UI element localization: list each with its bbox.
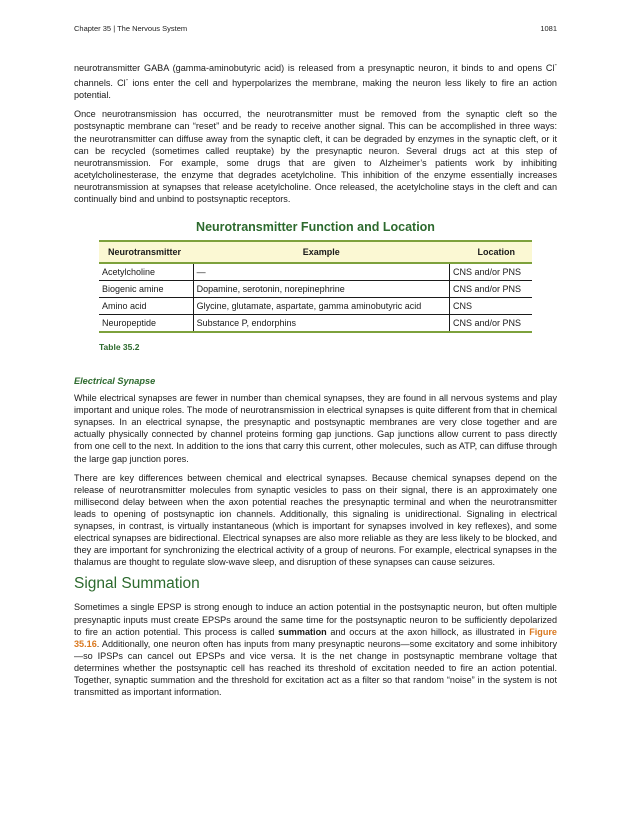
paragraph-electrical-synapse: While electrical synapses are fewer in number than chemical synapses, they are found in all nervous systems and play important and unique roles. The mode of neurotransmission in electrical synapses is quite different from that in chemical synapses. In an electrical synapse, the presynaptic and postsynaptic membranes are very close together and are actually physically connected by channel proteins forming gap junctions. Gap junctions allow current to pass directly from one cell to the next. In addition to the ions that carry this current, other molecules, such as ATP, can diffuse through the large gap junction pores. xyxy=(74,393,557,464)
table-header-row xyxy=(99,241,532,263)
table-row xyxy=(99,263,532,281)
table-cell: CNS and/or PNS xyxy=(449,281,532,298)
superscript: - xyxy=(125,75,129,85)
paragraph-synapse-differences: There are key differences between chemical and electrical synapses. Because chemical synapses depend on the release of neurotransmitter molecules from synaptic vesicles to pass on their signal, there is an approximately one millisecond delay between when the axon potential reaches the presynaptic terminal and when the neurotransmitter leads to opening of postsynaptic ion channels. Additionally, this signaling is unidirectional. Signaling in electrical synapses, in contrast, is virtually instantaneous (which is important for synapses involved in key reflexes), and some electrical synapses are bidirectional. Electrical synapses are also more reliable as they are less likely to be blocked, and they are important for synchronizing the electrical activity of a group of neurons. For example, electrical synapses in the thalamus are thought to regulate slow-wave sleep, and disruption of these synapses can cause seizures. xyxy=(74,472,557,568)
table-cell: CNS and/or PNS xyxy=(449,263,532,281)
column-header: Location xyxy=(449,241,532,263)
table-cell: Amino acid xyxy=(99,298,193,315)
table-cell: CNS and/or PNS xyxy=(449,315,532,333)
paragraph-signal-summation xyxy=(74,601,557,698)
superscript: - xyxy=(554,60,557,69)
column-header: Neurotransmitter xyxy=(99,241,193,263)
text-run: neurotransmitter GABA (gamma-aminobutyric acid) is released from a presynaptic neuron, it binds to and opens Cl xyxy=(74,63,555,74)
chapter-title: Chapter 35 | The Nervous System xyxy=(74,24,188,33)
table-row xyxy=(99,298,532,315)
paragraph-neurotransmitter-removal: Once neurotransmission has occurred, the neurotransmitter must be removed from the synaptic cleft so the postsynaptic membrane can “reset” and be ready to receive another signal. This can be accomplished in three ways: the neurotransmitter can diffuse away from the synaptic cleft, it can be degraded by enzymes in the synaptic cleft, or it can be recycled (sometimes called reuptake) by the presynaptic neuron. Several drugs act at this step of neurotransmission. For example, some drugs that are given to Alzheimer’s patients work by inhibiting acetylcholinesterase, the enzyme that degrades acetylcholine. This inhibition of the enzyme essentially increases neurotransmission at synapses that release acetylcholine. Once released, the acetylcholine stays in the cleft and can continually bind and unbind to postsynaptic receptors. xyxy=(74,109,557,204)
figure-link[interactable]: Figure 35.16 xyxy=(74,626,557,649)
paragraph-gaba xyxy=(74,59,557,101)
table-cell: Neuropeptide xyxy=(99,315,193,333)
key-term: summation xyxy=(278,626,327,637)
table-cell: — xyxy=(193,263,449,281)
table-cell: Biogenic amine xyxy=(99,281,193,298)
text-run: Sometimes a single EPSP is strong enough to induce an action potential in the postsynaptic neuron, but often multiple presynaptic inputs must create EPSPs around the same time for the postsynaptic neuron to be sufficiently depolarized to fire an action potential. This process is called xyxy=(74,602,557,637)
table-cell: CNS xyxy=(449,298,532,315)
page-header xyxy=(74,24,557,38)
table-caption: Table 35.2 xyxy=(99,342,140,353)
table-cell: Dopamine, serotonin, norepinephrine xyxy=(193,281,449,298)
table-row xyxy=(99,281,532,298)
text-run: channels. Cl xyxy=(74,78,126,89)
subsection-heading: Electrical Synapse xyxy=(74,376,156,387)
section-heading: Signal Summation xyxy=(74,575,200,593)
table-title: Neurotransmitter Function and Location xyxy=(196,220,435,235)
page-number: 1081 xyxy=(540,24,557,33)
text-run: and occurs at the axon hillock, as illustrated in xyxy=(326,626,530,637)
text-run: ions enter the cell and hyperpolarizes the membrane, making the neuron less likely to fire an action potential. xyxy=(74,78,557,101)
column-header: Example xyxy=(193,241,449,263)
text-run: . Additionally, one neuron often has inputs from many presynaptic neurons—some excitatory and some inhibitory—so IPSPs can cancel out EPSPs and vice versa. It is the net change in postsynaptic membrane voltage that determines whether the postsynaptic cell has reached its threshold of excitation needed to fire an action potential. Together, synaptic summation and the threshold for excitation act as a filter so that random “noise” in the system is not transmitted as important information. xyxy=(74,638,557,698)
table-cell: Acetylcholine xyxy=(99,263,193,281)
neurotransmitter-table xyxy=(99,240,532,333)
table-cell: Substance P, endorphins xyxy=(193,315,449,333)
page-content xyxy=(74,59,557,705)
table-cell: Glycine, glutamate, aspartate, gamma aminobutyric acid xyxy=(193,298,449,315)
table-row xyxy=(99,315,532,333)
